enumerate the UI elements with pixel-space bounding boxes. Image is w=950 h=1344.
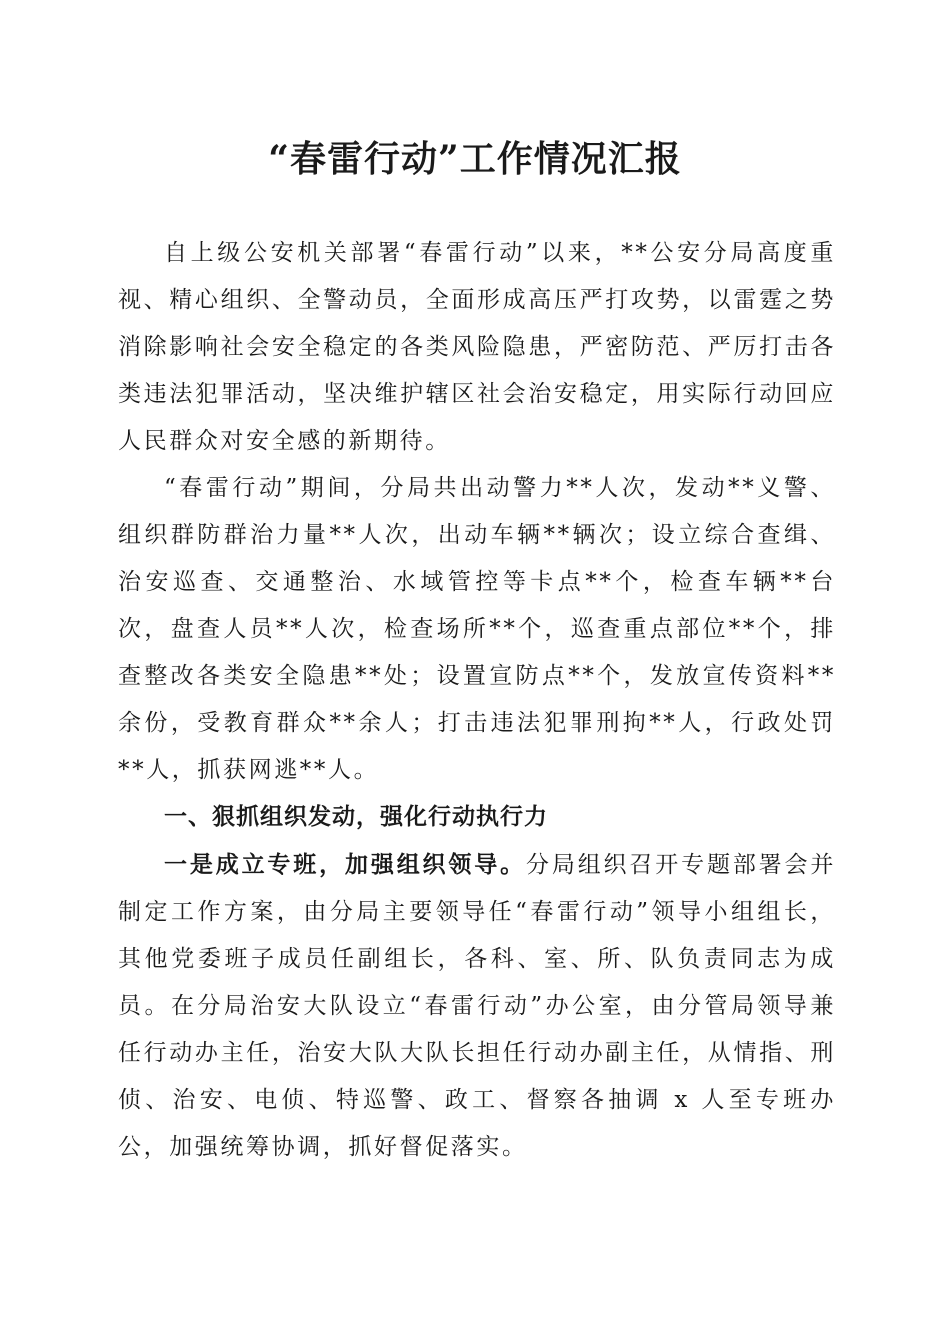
document-body xyxy=(118,230,836,1171)
paragraph-intro: 自上级公安机关部署“春雷行动”以来，**公安分局高度重视、精心组织、全警动员，全面形成高压严打攻势，以雷霆之势消除影响社会安全稳定的各类风险隐患，严密防范、严厉打击各类违法犯罪活动，坚决维护辖区社会治安稳定，用实际行动回应人民群众对安全感的新期待。 xyxy=(118,240,836,454)
section1-body-text: 分局组织召开专题部署会并制定工作方案，由分局主要领导任“春雷行动”领导小组组长，其他党委班子成员任副组长，各科、室、所、队负责同志为成员。在分局治安大队设立“春雷行动”办公室，由分管局领导兼任行动办主任，治安大队大队长担任行动办副主任，从情指、刑侦、治安、电侦、特巡警、政工、督察各抽调 x 人至专班办公，加强统筹协调，抓好督促落实。 xyxy=(118,852,836,1160)
paragraph-section1 xyxy=(118,841,836,1171)
paragraph-stats: “春雷行动”期间，分局共出动警力**人次，发动**义警、组织群防群治力量**人次，出动车辆**辆次；设立综合查缉、治安巡查、交通整治、水域管控等卡点**个，检查车辆**台次，盘查人员**人次，检查场所**个，巡查重点部位**个，排查整改各类安全隐患**处；设置宣防点**个，发放宣传资料**余份，受教育群众**余人；打击违法犯罪刑拘**人，行政处罚**人，抓获网逃**人。 xyxy=(118,475,836,783)
section-heading-1: 一、狠抓组织发动，强化行动执行力 xyxy=(164,804,548,830)
section1-lead-sentence: 一是成立专班，加强组织领导。 xyxy=(164,851,526,878)
document-title: “春雷行动”工作情况汇报 xyxy=(268,138,682,180)
